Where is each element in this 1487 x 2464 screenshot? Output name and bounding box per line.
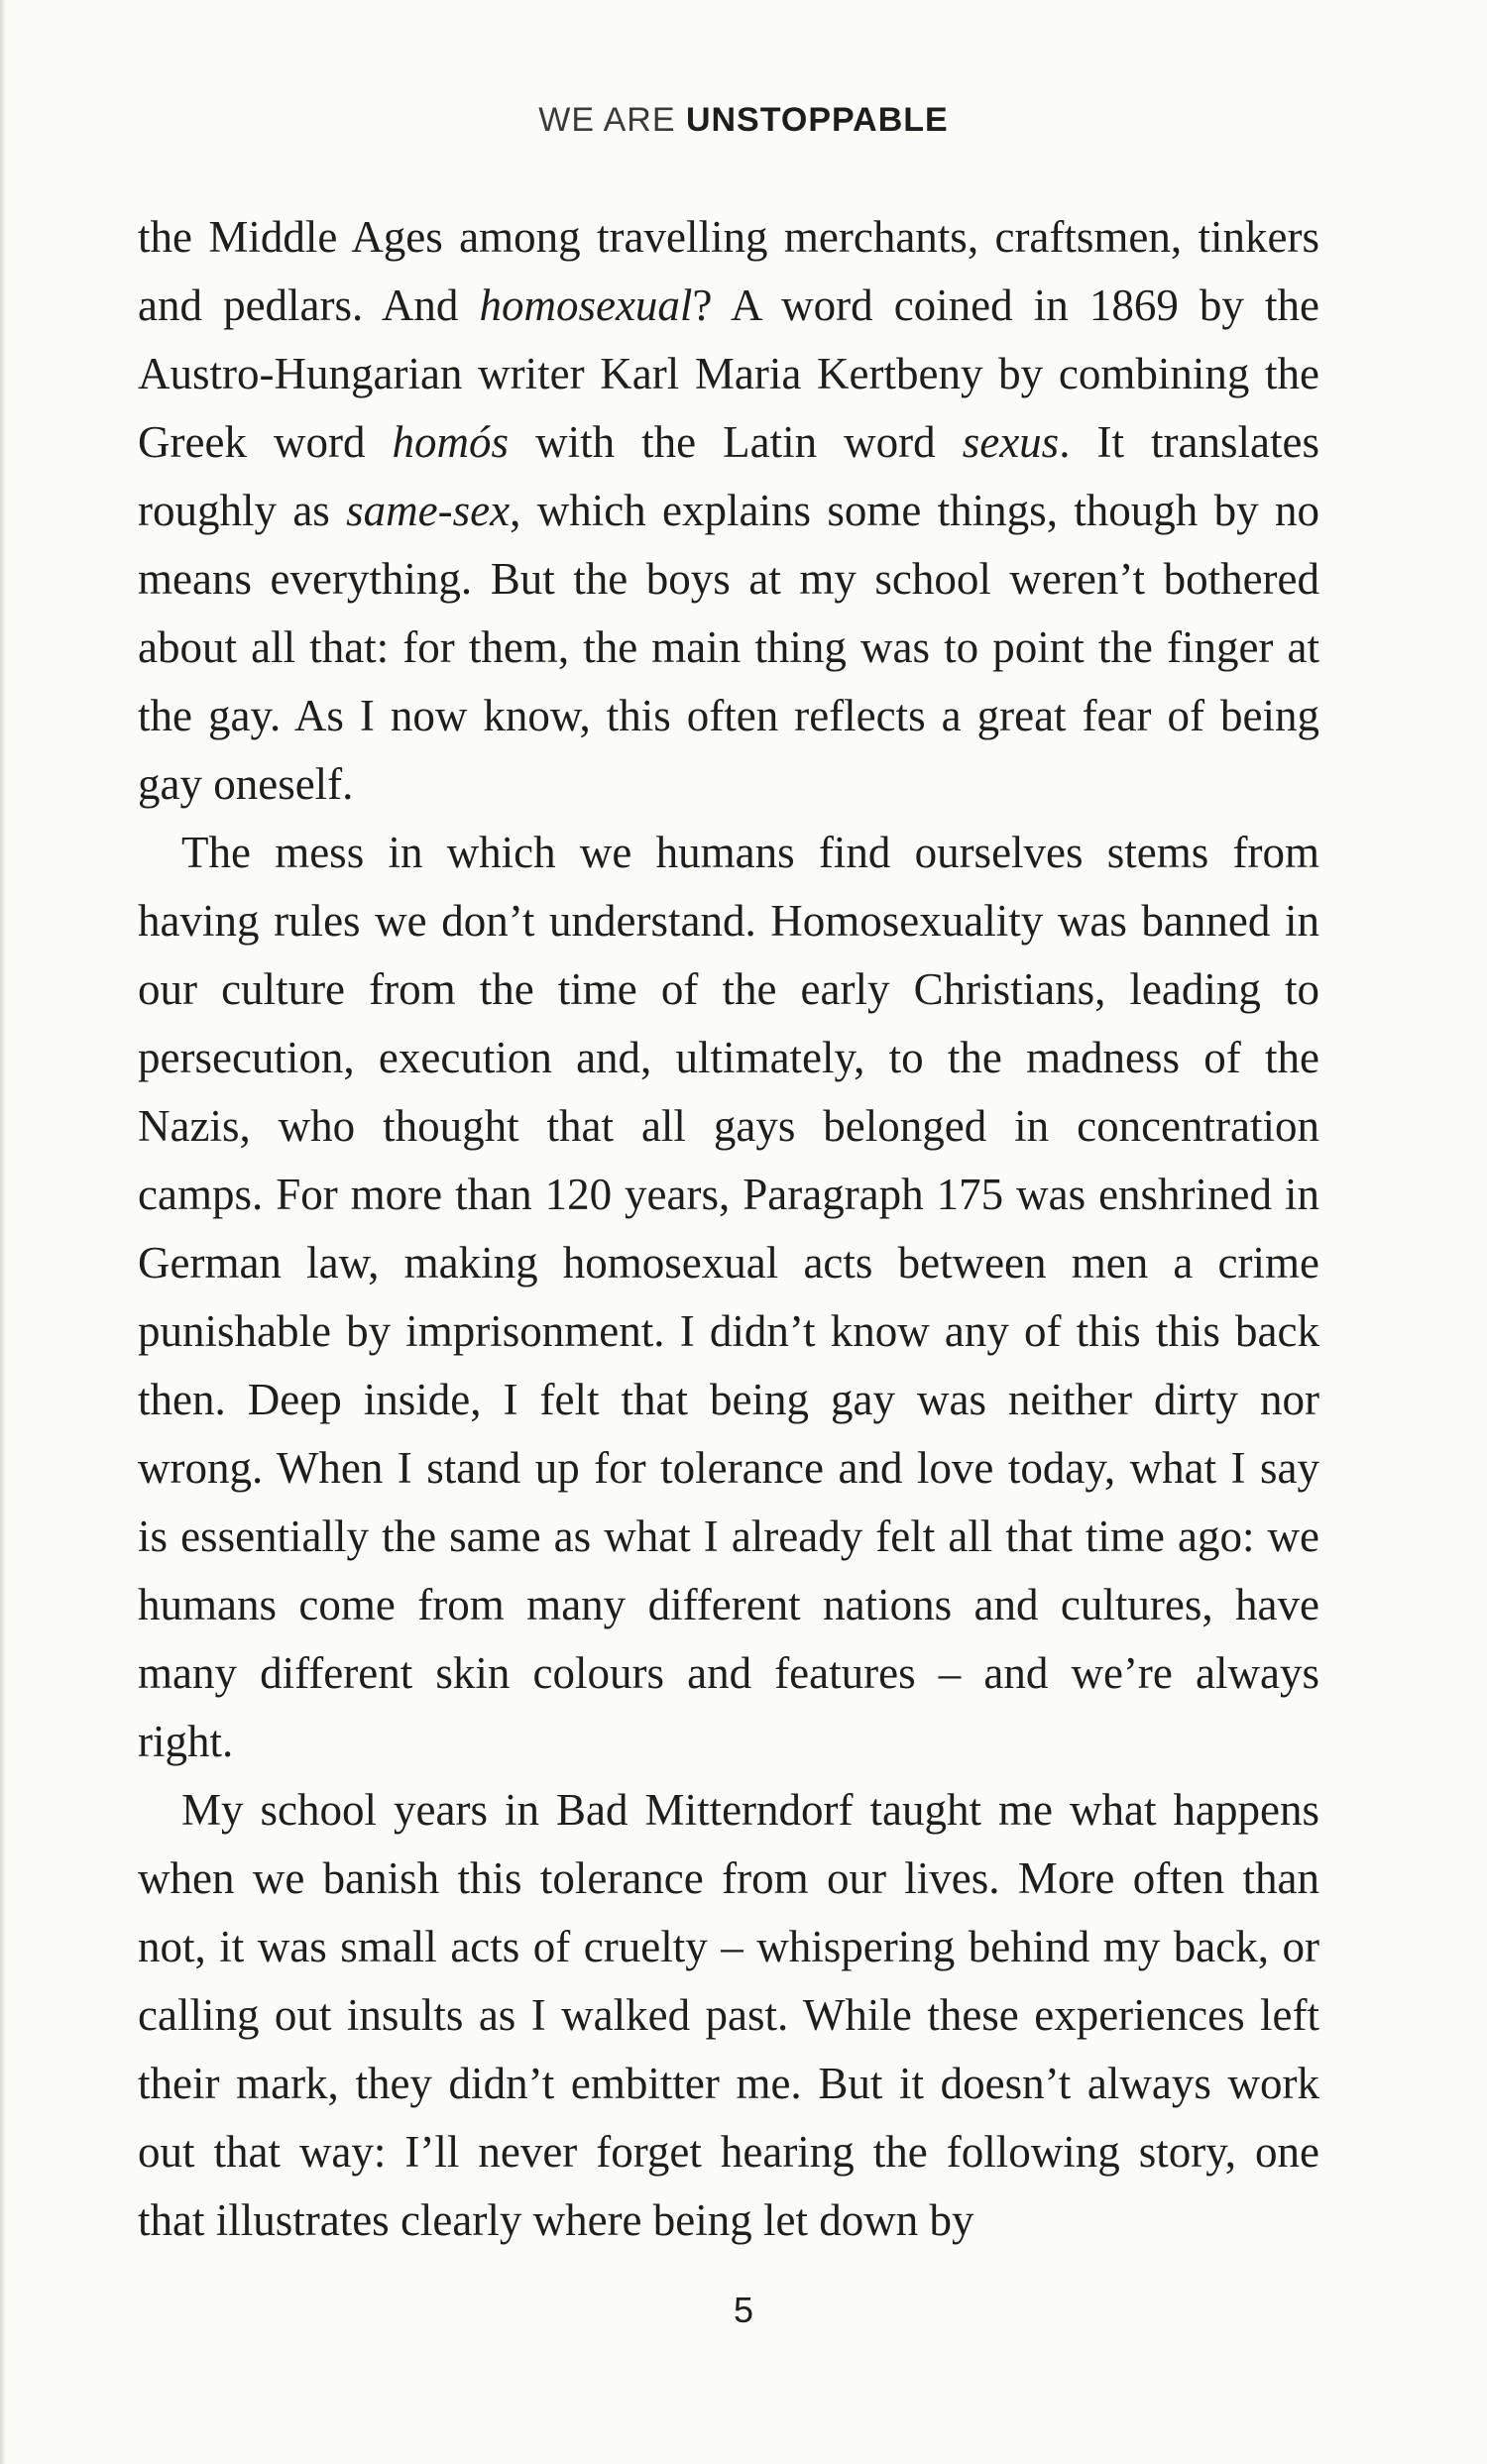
paragraph-1 (138, 203, 1319, 819)
text-run: ? A word coined in 1869 by the Austro-Hungarian writer Karl Maria Kertbeny by combining the Greek word (138, 280, 1319, 467)
scan-edge-shadow (0, 0, 6, 2464)
running-head-bold: UNSTOPPABLE (685, 101, 949, 139)
paragraph-3 (138, 1776, 1319, 2255)
text-run: My school years in Bad Mitterndorf taught me what happens when we banish this tolerance from our lives. More often than not, it was small acts of cruelty – whispering behind my back, or calling out insults as I walked past. While these experiences left their mark, they didn’t embitter me. But it doesn’t always work out that way: I’ll never forget hearing the following story, one that illustrates clearly where being let down by (138, 1785, 1319, 2245)
text-run: The mess in which we humans find ourselves stems from having rules we don’t understand. Homosexuality was banned in our culture from the time of the early Christians, leading to persecution, execution and, ultimately, to the madness of the Nazis, who thought that all gays belonged in concentration camps. For more than 120 years, Paragraph 175 was enshrined in German law, making homosexual acts between men a crime punishable by imprisonment. I didn’t know any of this this back then. Deep inside, I felt that being gay was neither dirty nor wrong. When I stand up for tolerance and love today, what I say is essentially the same as what I already felt all that time ago: we humans come from many different nations and cultures, have many different skin colours and features – and we’re always right. (138, 828, 1319, 1766)
text-run: the Middle Ages among travelling merchants, craftsmen, tinkers and pedlars. And (138, 212, 1319, 330)
text-run: , which explains some things, though by no means everything. But the boys at my school weren’t bothered about all that: for them, the main thing was to point the finger at the gay. As I now know, this often reflects a great fear of being gay oneself. (138, 486, 1319, 809)
italic-term: homós (392, 417, 510, 467)
italic-term: homosexual (479, 280, 693, 330)
body-text (138, 203, 1319, 2255)
italic-term: same-sex (346, 486, 511, 535)
paragraph-2 (138, 819, 1319, 1776)
text-run: with the Latin word (509, 417, 963, 467)
running-head (0, 101, 1487, 140)
running-head-light: WE ARE (538, 101, 676, 139)
text-run: . It translates roughly as (138, 417, 1319, 535)
italic-term: sexus (962, 417, 1060, 467)
page-number: 5 (733, 2290, 754, 2330)
